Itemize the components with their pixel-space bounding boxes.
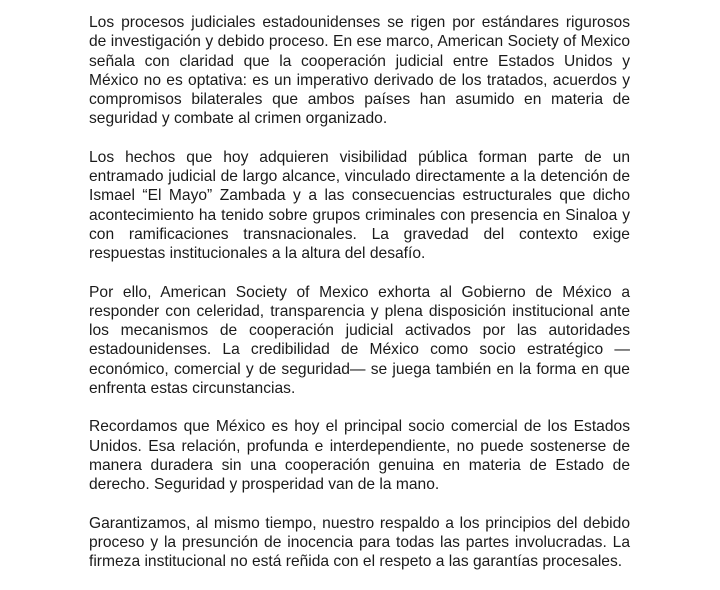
document-body — [89, 13, 630, 590]
paragraph-5: Garantizamos, al mismo tiempo, nuestro respaldo a los principios del debido proceso y la presunción de inocencia para todas las partes involucradas. La firmeza institucional no está reñida con el respeto a las garantías procesales. — [89, 514, 630, 571]
paragraph-1: Los procesos judiciales estadounidenses se rigen por estándares rigurosos de investigación y debido proceso. En ese marco, American Society of Mexico señala con claridad que la cooperación judicial entre Estados Unidos y México no es optativa: es un imperativo derivado de los tratados, acuerdos y compromisos bilaterales que ambos países han asumido en materia de seguridad y combate al crimen organizado. — [89, 14, 630, 128]
paragraph-4: Recordamos que México es hoy el principal socio comercial de los Estados Unidos. Esa relación, profunda e interdependiente, no puede sostenerse de manera duradera sin una cooperación genuina en materia de Estado de derecho. Seguridad y prosperidad van de la mano. — [89, 418, 630, 494]
paragraph-3: Por ello, American Society of Mexico exhorta al Gobierno de México a responder con celeridad, transparencia y plena disposición institucional ante los mecanismos de cooperación judicial activados por las autoridades estadounidenses. La credibilidad de México como socio estratégico —económico, comercial y de seguridad— se juega también en la forma en que enfrenta estas circunstancias. — [89, 283, 630, 398]
paragraph-2: Los hechos que hoy adquieren visibilidad pública forman parte de un entramado judicial de largo alcance, vinculado directamente a la detención de Ismael “El Mayo” Zambada y a las consecuencias estructurales que dicho acontecimiento ha tenido sobre grupos criminales con presencia en Sinaloa y con ramificaciones transnacionales. La gravedad del contexto exige respuestas institucionales a la altura del desafío. — [89, 148, 630, 263]
